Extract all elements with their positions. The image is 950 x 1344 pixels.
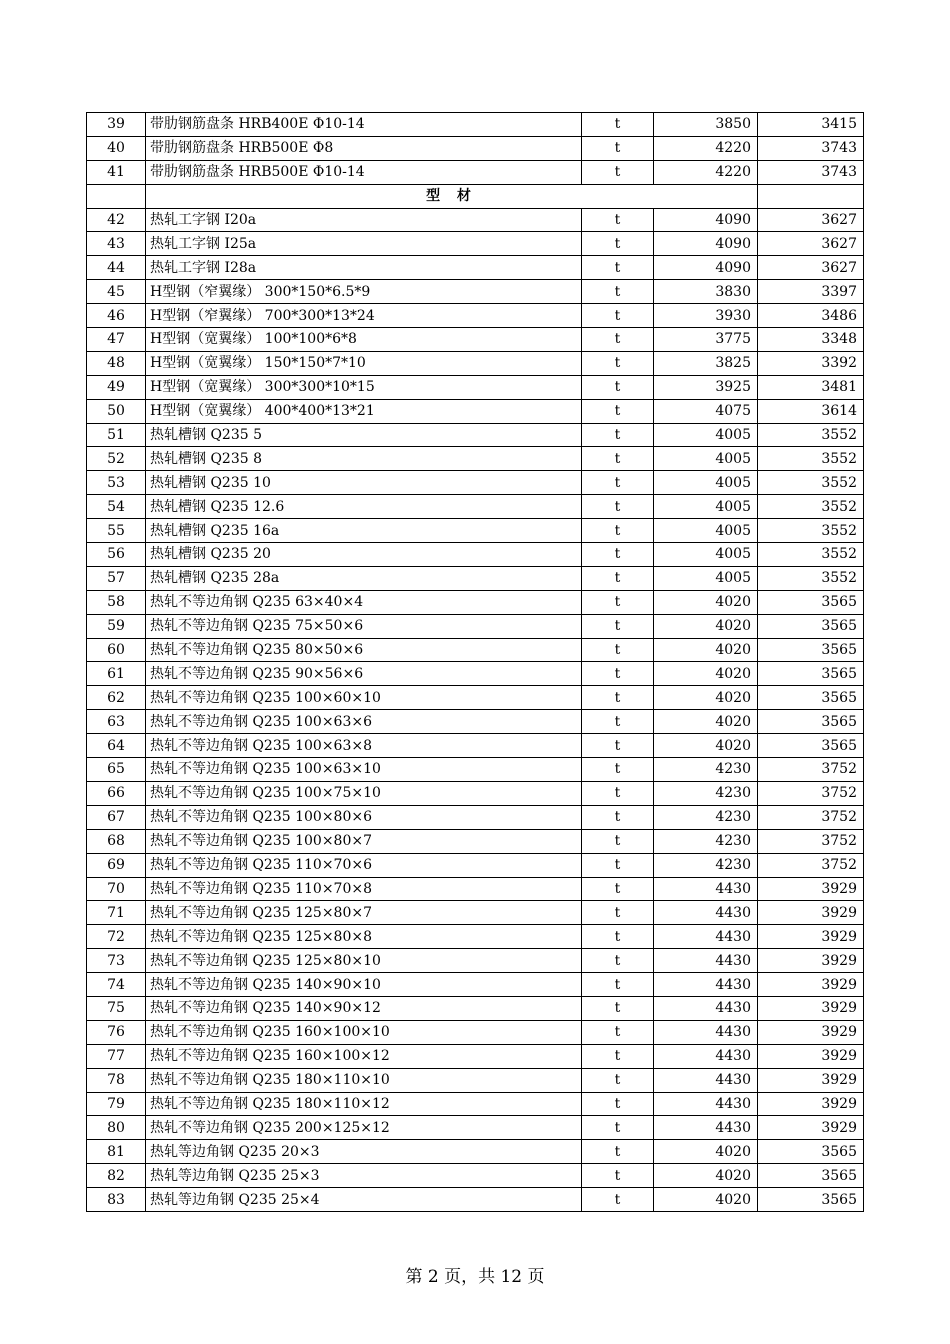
- price-cell: 4020: [654, 686, 758, 710]
- item-name-cell: 热轧不等边角钢 Q235 110×70×6: [146, 853, 582, 877]
- item-name-cell: 热轧不等边角钢 Q235 100×80×6: [146, 805, 582, 829]
- price-excl-tax-cell: 3929: [758, 973, 864, 997]
- item-name-cell: 热轧不等边角钢 Q235 100×63×10: [146, 758, 582, 782]
- unit-cell: t: [582, 160, 654, 184]
- unit-cell: t: [582, 973, 654, 997]
- item-name-cell: H型钢（宽翼缘） 300*300*10*15: [146, 375, 582, 399]
- row-number-cell: 57: [87, 566, 146, 590]
- table-row: [87, 996, 864, 1020]
- table-row: [87, 1188, 864, 1212]
- unit-cell: t: [582, 328, 654, 352]
- item-name-cell: 热轧不等边角钢 Q235 110×70×8: [146, 877, 582, 901]
- unit-cell: t: [582, 304, 654, 328]
- item-name-cell: 热轧不等边角钢 Q235 125×80×10: [146, 949, 582, 973]
- price-excl-tax-cell: 3565: [758, 590, 864, 614]
- price-cell: 4020: [654, 1140, 758, 1164]
- row-number-cell: 43: [87, 232, 146, 256]
- price-cell: 4230: [654, 805, 758, 829]
- row-number-cell: 58: [87, 590, 146, 614]
- item-name-cell: 热轧不等边角钢 Q235 90×56×6: [146, 662, 582, 686]
- price-excl-tax-cell: 3348: [758, 328, 864, 352]
- price-excl-tax-cell: 3627: [758, 232, 864, 256]
- price-table-body: [87, 113, 864, 1212]
- unit-cell: t: [582, 351, 654, 375]
- row-number-cell: 71: [87, 901, 146, 925]
- table-row: [87, 638, 864, 662]
- price-excl-tax-cell: 3929: [758, 1092, 864, 1116]
- row-number-cell: 60: [87, 638, 146, 662]
- table-row: [87, 256, 864, 280]
- price-cell: 4430: [654, 973, 758, 997]
- table-row: [87, 566, 864, 590]
- unit-cell: t: [582, 614, 654, 638]
- table-row: [87, 1092, 864, 1116]
- price-excl-tax-cell: 3565: [758, 662, 864, 686]
- row-number-cell: 52: [87, 447, 146, 471]
- table-row: [87, 136, 864, 160]
- item-name-cell: H型钢（窄翼缘） 700*300*13*24: [146, 304, 582, 328]
- item-name-cell: 热轧不等边角钢 Q235 100×63×8: [146, 734, 582, 758]
- table-row: [87, 614, 864, 638]
- price-excl-tax-cell: 3415: [758, 113, 864, 137]
- table-row: [87, 781, 864, 805]
- price-excl-tax-cell: 3752: [758, 805, 864, 829]
- table-row: [87, 901, 864, 925]
- table-row: [87, 853, 864, 877]
- unit-cell: t: [582, 280, 654, 304]
- row-number-cell: 48: [87, 351, 146, 375]
- price-excl-tax-cell: 3552: [758, 423, 864, 447]
- price-excl-tax-cell: 3929: [758, 949, 864, 973]
- item-name-cell: H型钢（宽翼缘） 150*150*7*10: [146, 351, 582, 375]
- price-excl-tax-cell: 3743: [758, 160, 864, 184]
- price-cell: 4005: [654, 543, 758, 567]
- price-cell: 4005: [654, 519, 758, 543]
- table-row: [87, 805, 864, 829]
- row-number-cell: 78: [87, 1068, 146, 1092]
- table-row: [87, 160, 864, 184]
- table-row: [87, 877, 864, 901]
- item-name-cell: 热轧不等边角钢 Q235 100×80×7: [146, 829, 582, 853]
- table-row: [87, 1116, 864, 1140]
- item-name-cell: 热轧槽钢 Q235 5: [146, 423, 582, 447]
- price-excl-tax-cell: 3565: [758, 734, 864, 758]
- price-excl-tax-cell: 3397: [758, 280, 864, 304]
- row-number-cell: 68: [87, 829, 146, 853]
- price-cell: 4090: [654, 256, 758, 280]
- price-excl-tax-cell: 3752: [758, 829, 864, 853]
- price-cell: 4005: [654, 471, 758, 495]
- unit-cell: t: [582, 543, 654, 567]
- price-cell: 4090: [654, 208, 758, 232]
- table-row: [87, 423, 864, 447]
- row-number-cell: 61: [87, 662, 146, 686]
- row-number-cell: 72: [87, 925, 146, 949]
- section-header-row: [87, 184, 864, 208]
- item-name-cell: 热轧不等边角钢 Q235 100×75×10: [146, 781, 582, 805]
- price-excl-tax-cell: 3565: [758, 1140, 864, 1164]
- section-blank-cell: [758, 184, 864, 208]
- table-row: [87, 734, 864, 758]
- row-number-cell: 70: [87, 877, 146, 901]
- price-cell: 3830: [654, 280, 758, 304]
- unit-cell: t: [582, 734, 654, 758]
- unit-cell: t: [582, 1116, 654, 1140]
- price-excl-tax-cell: 3929: [758, 925, 864, 949]
- unit-cell: t: [582, 1140, 654, 1164]
- item-name-cell: 热轧不等边角钢 Q235 160×100×10: [146, 1020, 582, 1044]
- item-name-cell: 热轧不等边角钢 Q235 140×90×10: [146, 973, 582, 997]
- row-number-cell: 40: [87, 136, 146, 160]
- section-title: 型 材: [146, 184, 758, 208]
- table-row: [87, 543, 864, 567]
- price-excl-tax-cell: 3929: [758, 901, 864, 925]
- row-number-cell: 42: [87, 208, 146, 232]
- item-name-cell: 热轧等边角钢 Q235 25×3: [146, 1164, 582, 1188]
- price-cell: 4020: [654, 590, 758, 614]
- unit-cell: t: [582, 853, 654, 877]
- table-row: [87, 280, 864, 304]
- table-row: [87, 1020, 864, 1044]
- row-number-cell: 53: [87, 471, 146, 495]
- price-excl-tax-cell: 3565: [758, 686, 864, 710]
- item-name-cell: 热轧工字钢 I28a: [146, 256, 582, 280]
- price-cell: 3825: [654, 351, 758, 375]
- unit-cell: t: [582, 375, 654, 399]
- row-number-cell: 44: [87, 256, 146, 280]
- unit-cell: t: [582, 662, 654, 686]
- price-excl-tax-cell: 3929: [758, 1044, 864, 1068]
- row-number-cell: 67: [87, 805, 146, 829]
- price-excl-tax-cell: 3552: [758, 495, 864, 519]
- item-name-cell: 热轧不等边角钢 Q235 140×90×12: [146, 996, 582, 1020]
- price-excl-tax-cell: 3486: [758, 304, 864, 328]
- item-name-cell: 热轧不等边角钢 Q235 75×50×6: [146, 614, 582, 638]
- table-row: [87, 1140, 864, 1164]
- row-number-cell: 56: [87, 543, 146, 567]
- price-excl-tax-cell: 3552: [758, 543, 864, 567]
- unit-cell: t: [582, 1164, 654, 1188]
- price-excl-tax-cell: 3752: [758, 853, 864, 877]
- row-number-cell: 69: [87, 853, 146, 877]
- unit-cell: t: [582, 423, 654, 447]
- item-name-cell: 热轧不等边角钢 Q235 80×50×6: [146, 638, 582, 662]
- price-excl-tax-cell: 3552: [758, 447, 864, 471]
- price-cell: 4020: [654, 1164, 758, 1188]
- price-table: [86, 112, 864, 1212]
- unit-cell: t: [582, 805, 654, 829]
- row-number-cell: 63: [87, 710, 146, 734]
- row-number-cell: 47: [87, 328, 146, 352]
- item-name-cell: 热轧槽钢 Q235 28a: [146, 566, 582, 590]
- price-cell: 4090: [654, 232, 758, 256]
- price-excl-tax-cell: 3929: [758, 1020, 864, 1044]
- price-cell: 3850: [654, 113, 758, 137]
- row-number-cell: 59: [87, 614, 146, 638]
- unit-cell: t: [582, 710, 654, 734]
- item-name-cell: 带肋钢筋盘条 HRB400E Φ10-14: [146, 113, 582, 137]
- row-number-cell: 54: [87, 495, 146, 519]
- item-name-cell: 热轧工字钢 I25a: [146, 232, 582, 256]
- item-name-cell: 热轧工字钢 I20a: [146, 208, 582, 232]
- price-cell: 4220: [654, 136, 758, 160]
- table-row: [87, 973, 864, 997]
- item-name-cell: 热轧槽钢 Q235 12.6: [146, 495, 582, 519]
- price-cell: 4430: [654, 949, 758, 973]
- unit-cell: t: [582, 925, 654, 949]
- price-excl-tax-cell: 3627: [758, 256, 864, 280]
- unit-cell: t: [582, 1020, 654, 1044]
- row-number-cell: 64: [87, 734, 146, 758]
- price-cell: 4230: [654, 781, 758, 805]
- unit-cell: t: [582, 949, 654, 973]
- unit-cell: t: [582, 829, 654, 853]
- unit-cell: t: [582, 1068, 654, 1092]
- table-row: [87, 949, 864, 973]
- item-name-cell: 热轧不等边角钢 Q235 180×110×12: [146, 1092, 582, 1116]
- table-row: [87, 208, 864, 232]
- item-name-cell: 热轧槽钢 Q235 8: [146, 447, 582, 471]
- unit-cell: t: [582, 1092, 654, 1116]
- price-cell: 4020: [654, 734, 758, 758]
- table-row: [87, 1164, 864, 1188]
- price-excl-tax-cell: 3481: [758, 375, 864, 399]
- price-cell: 4430: [654, 925, 758, 949]
- price-cell: 4075: [654, 399, 758, 423]
- row-number-cell: 62: [87, 686, 146, 710]
- price-cell: 4430: [654, 1044, 758, 1068]
- table-row: [87, 375, 864, 399]
- item-name-cell: 热轧不等边角钢 Q235 100×63×6: [146, 710, 582, 734]
- item-name-cell: 热轧不等边角钢 Q235 100×60×10: [146, 686, 582, 710]
- table-row: [87, 662, 864, 686]
- table-row: [87, 758, 864, 782]
- row-number-cell: 83: [87, 1188, 146, 1212]
- price-cell: 4230: [654, 829, 758, 853]
- item-name-cell: 带肋钢筋盘条 HRB500E Φ10-14: [146, 160, 582, 184]
- price-excl-tax-cell: 3929: [758, 1068, 864, 1092]
- row-number-cell: 77: [87, 1044, 146, 1068]
- table-row: [87, 495, 864, 519]
- unit-cell: t: [582, 471, 654, 495]
- section-blank-cell: [87, 184, 146, 208]
- unit-cell: t: [582, 996, 654, 1020]
- row-number-cell: 80: [87, 1116, 146, 1140]
- row-number-cell: 75: [87, 996, 146, 1020]
- item-name-cell: 热轧槽钢 Q235 20: [146, 543, 582, 567]
- unit-cell: t: [582, 208, 654, 232]
- price-excl-tax-cell: 3565: [758, 638, 864, 662]
- item-name-cell: 热轧槽钢 Q235 16a: [146, 519, 582, 543]
- unit-cell: t: [582, 232, 654, 256]
- unit-cell: t: [582, 638, 654, 662]
- price-cell: 3775: [654, 328, 758, 352]
- table-row: [87, 304, 864, 328]
- price-cell: 4230: [654, 853, 758, 877]
- price-cell: 4430: [654, 1020, 758, 1044]
- price-cell: 4005: [654, 566, 758, 590]
- price-excl-tax-cell: 3552: [758, 519, 864, 543]
- row-number-cell: 76: [87, 1020, 146, 1044]
- table-row: [87, 113, 864, 137]
- table-row: [87, 829, 864, 853]
- item-name-cell: 热轧不等边角钢 Q235 200×125×12: [146, 1116, 582, 1140]
- unit-cell: t: [582, 447, 654, 471]
- price-cell: 3925: [654, 375, 758, 399]
- row-number-cell: 81: [87, 1140, 146, 1164]
- table-row: [87, 710, 864, 734]
- price-cell: 4430: [654, 1068, 758, 1092]
- table-row: [87, 399, 864, 423]
- item-name-cell: 热轧槽钢 Q235 10: [146, 471, 582, 495]
- price-excl-tax-cell: 3552: [758, 471, 864, 495]
- item-name-cell: 热轧等边角钢 Q235 25×4: [146, 1188, 582, 1212]
- table-row: [87, 1068, 864, 1092]
- row-number-cell: 65: [87, 758, 146, 782]
- row-number-cell: 39: [87, 113, 146, 137]
- price-cell: 4020: [654, 662, 758, 686]
- item-name-cell: 热轧不等边角钢 Q235 63×40×4: [146, 590, 582, 614]
- table-row: [87, 447, 864, 471]
- unit-cell: t: [582, 590, 654, 614]
- table-row: [87, 925, 864, 949]
- row-number-cell: 45: [87, 280, 146, 304]
- price-cell: 4005: [654, 447, 758, 471]
- table-row: [87, 590, 864, 614]
- price-excl-tax-cell: 3743: [758, 136, 864, 160]
- price-excl-tax-cell: 3752: [758, 781, 864, 805]
- price-cell: 4430: [654, 1092, 758, 1116]
- price-excl-tax-cell: 3392: [758, 351, 864, 375]
- item-name-cell: H型钢（宽翼缘） 400*400*13*21: [146, 399, 582, 423]
- row-number-cell: 82: [87, 1164, 146, 1188]
- price-cell: 4005: [654, 423, 758, 447]
- price-cell: 4430: [654, 877, 758, 901]
- price-excl-tax-cell: 3929: [758, 877, 864, 901]
- table-row: [87, 519, 864, 543]
- unit-cell: t: [582, 686, 654, 710]
- table-row: [87, 1044, 864, 1068]
- item-name-cell: 热轧不等边角钢 Q235 160×100×12: [146, 1044, 582, 1068]
- price-cell: 4430: [654, 1116, 758, 1140]
- price-cell: 4005: [654, 495, 758, 519]
- unit-cell: t: [582, 519, 654, 543]
- unit-cell: t: [582, 1188, 654, 1212]
- unit-cell: t: [582, 256, 654, 280]
- item-name-cell: 热轧不等边角钢 Q235 125×80×7: [146, 901, 582, 925]
- table-row: [87, 232, 864, 256]
- price-cell: 4430: [654, 996, 758, 1020]
- price-excl-tax-cell: 3565: [758, 1164, 864, 1188]
- price-cell: 4220: [654, 160, 758, 184]
- unit-cell: t: [582, 781, 654, 805]
- row-number-cell: 51: [87, 423, 146, 447]
- unit-cell: t: [582, 399, 654, 423]
- price-cell: 4230: [654, 758, 758, 782]
- price-excl-tax-cell: 3929: [758, 1116, 864, 1140]
- price-excl-tax-cell: 3565: [758, 1188, 864, 1212]
- unit-cell: t: [582, 136, 654, 160]
- row-number-cell: 66: [87, 781, 146, 805]
- page-footer: 第 2 页，共 12 页: [405, 1267, 545, 1287]
- price-cell: 4020: [654, 1188, 758, 1212]
- table-row: [87, 471, 864, 495]
- price-cell: 4020: [654, 638, 758, 662]
- price-excl-tax-cell: 3627: [758, 208, 864, 232]
- price-excl-tax-cell: 3929: [758, 996, 864, 1020]
- row-number-cell: 55: [87, 519, 146, 543]
- item-name-cell: H型钢（窄翼缘） 300*150*6.5*9: [146, 280, 582, 304]
- item-name-cell: 热轧等边角钢 Q235 20×3: [146, 1140, 582, 1164]
- item-name-cell: 热轧不等边角钢 Q235 180×110×10: [146, 1068, 582, 1092]
- price-excl-tax-cell: 3752: [758, 758, 864, 782]
- row-number-cell: 46: [87, 304, 146, 328]
- row-number-cell: 50: [87, 399, 146, 423]
- price-excl-tax-cell: 3552: [758, 566, 864, 590]
- row-number-cell: 74: [87, 973, 146, 997]
- unit-cell: t: [582, 758, 654, 782]
- row-number-cell: 41: [87, 160, 146, 184]
- unit-cell: t: [582, 877, 654, 901]
- price-cell: 4020: [654, 710, 758, 734]
- unit-cell: t: [582, 1044, 654, 1068]
- table-row: [87, 686, 864, 710]
- row-number-cell: 49: [87, 375, 146, 399]
- item-name-cell: 热轧不等边角钢 Q235 125×80×8: [146, 925, 582, 949]
- item-name-cell: 带肋钢筋盘条 HRB500E Φ8: [146, 136, 582, 160]
- price-excl-tax-cell: 3565: [758, 710, 864, 734]
- unit-cell: t: [582, 901, 654, 925]
- price-excl-tax-cell: 3614: [758, 399, 864, 423]
- table-row: [87, 328, 864, 352]
- price-cell: 4020: [654, 614, 758, 638]
- row-number-cell: 73: [87, 949, 146, 973]
- price-cell: 4430: [654, 901, 758, 925]
- item-name-cell: H型钢（宽翼缘） 100*100*6*8: [146, 328, 582, 352]
- unit-cell: t: [582, 495, 654, 519]
- table-row: [87, 351, 864, 375]
- unit-cell: t: [582, 113, 654, 137]
- price-cell: 3930: [654, 304, 758, 328]
- unit-cell: t: [582, 566, 654, 590]
- row-number-cell: 79: [87, 1092, 146, 1116]
- price-excl-tax-cell: 3565: [758, 614, 864, 638]
